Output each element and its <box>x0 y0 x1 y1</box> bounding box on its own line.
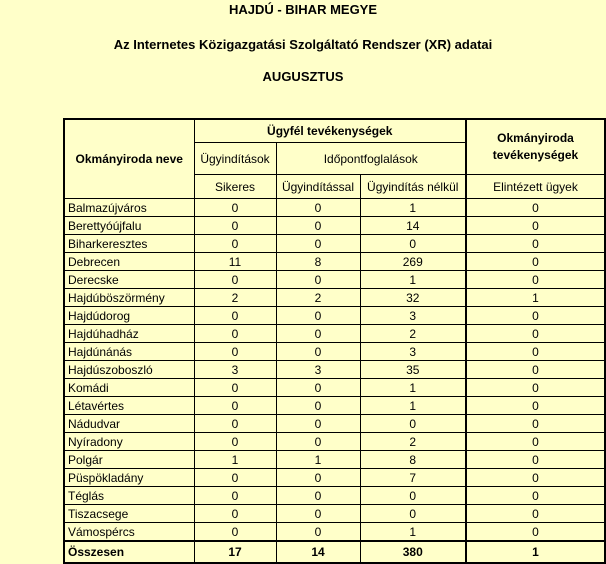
table-row <box>64 325 605 343</box>
without-case-start-cell: 1 <box>360 199 466 217</box>
office-name-cell: Nyíradony <box>64 433 194 451</box>
successful-cell: 0 <box>194 505 276 523</box>
with-case-start-cell: 0 <box>276 415 360 433</box>
column-header-with-case-start: Ügyindítással <box>276 175 360 199</box>
without-case-start-cell: 1 <box>360 523 466 542</box>
with-case-start-cell: 0 <box>276 235 360 253</box>
without-case-start-cell: 0 <box>360 415 466 433</box>
table-row <box>64 379 605 397</box>
without-case-start-cell: 0 <box>360 505 466 523</box>
successful-cell: 3 <box>194 361 276 379</box>
column-header-without-case-start: Ügyindítás nélkül <box>360 175 466 199</box>
successful-cell: 0 <box>194 487 276 505</box>
subheader-appointments: Időpontfoglalások <box>276 143 466 175</box>
office-name-cell: Berettyóújfalu <box>64 217 194 235</box>
without-case-start-cell: 3 <box>360 307 466 325</box>
successful-cell: 0 <box>194 523 276 542</box>
table-row <box>64 289 605 307</box>
without-case-start-cell: 1 <box>360 397 466 415</box>
handled-cases-cell: 0 <box>466 487 605 505</box>
with-case-start-cell: 0 <box>276 343 360 361</box>
office-name-cell: Hajdúszoboszló <box>64 361 194 379</box>
with-case-start-cell: 0 <box>276 523 360 542</box>
successful-cell: 0 <box>194 469 276 487</box>
successful-cell: 0 <box>194 217 276 235</box>
with-case-start-cell: 0 <box>276 325 360 343</box>
handled-cases-cell: 0 <box>466 253 605 271</box>
office-name-cell: Komádi <box>64 379 194 397</box>
handled-cases-cell: 0 <box>466 217 605 235</box>
without-case-start-cell: 32 <box>360 289 466 307</box>
office-name-cell: Debrecen <box>64 253 194 271</box>
without-case-start-cell: 269 <box>360 253 466 271</box>
handled-cases-cell: 0 <box>466 235 605 253</box>
successful-cell: 11 <box>194 253 276 271</box>
handled-cases-cell: 0 <box>466 271 605 289</box>
report-title: HAJDÚ - BIHAR MEGYE <box>228 2 378 17</box>
with-case-start-cell: 0 <box>276 199 360 217</box>
successful-cell: 0 <box>194 271 276 289</box>
with-case-start-cell: 0 <box>276 433 360 451</box>
table-row <box>64 217 605 235</box>
office-name-cell: Hajdúböszörmény <box>64 289 194 307</box>
successful-cell: 0 <box>194 397 276 415</box>
table-row <box>64 235 605 253</box>
successful-cell: 0 <box>194 307 276 325</box>
office-name-cell: Balmazújváros <box>64 199 194 217</box>
office-name-cell: Biharkeresztes <box>64 235 194 253</box>
handled-cases-cell: 0 <box>466 451 605 469</box>
handled-cases-cell: 0 <box>466 361 605 379</box>
without-case-start-cell: 1 <box>360 271 466 289</box>
successful-cell: 17 <box>194 541 276 563</box>
table-row <box>64 415 605 433</box>
subheader-case-starts: Ügyindítások <box>200 151 270 166</box>
with-case-start-cell: 8 <box>276 253 360 271</box>
office-name-cell: Hajdúnánás <box>64 343 194 361</box>
handled-cases-cell: 1 <box>466 289 605 307</box>
handled-cases-cell: 1 <box>466 541 605 563</box>
office-name-cell: Tiszacsege <box>64 505 194 523</box>
table-row <box>64 469 605 487</box>
office-name-cell: Vámospércs <box>64 523 194 542</box>
with-case-start-cell: 2 <box>276 289 360 307</box>
without-case-start-cell: 0 <box>360 487 466 505</box>
with-case-start-cell: 0 <box>276 217 360 235</box>
office-name-cell: Nádudvar <box>64 415 194 433</box>
without-case-start-cell: 2 <box>360 325 466 343</box>
column-header-successful: Sikeres <box>194 175 276 199</box>
with-case-start-cell: 14 <box>276 541 360 563</box>
table-row <box>64 343 605 361</box>
table-row <box>64 307 605 325</box>
table-row <box>64 199 605 217</box>
without-case-start-cell: 3 <box>360 343 466 361</box>
group-header-client-activities: Ügyfél tevékenységek <box>194 119 466 143</box>
office-name-cell: Püspökladány <box>64 469 194 487</box>
successful-cell: 0 <box>194 199 276 217</box>
group-header-office-activities: Okmányiroda tevékenységek <box>466 119 605 175</box>
table-row <box>64 271 605 289</box>
column-header-office-name: Okmányiroda neve <box>64 119 194 199</box>
with-case-start-cell: 0 <box>276 487 360 505</box>
with-case-start-cell: 0 <box>276 307 360 325</box>
without-case-start-cell: 2 <box>360 433 466 451</box>
successful-cell: 1 <box>194 451 276 469</box>
table-row <box>64 433 605 451</box>
successful-cell: 2 <box>194 289 276 307</box>
office-name-cell: Polgár <box>64 451 194 469</box>
without-case-start-cell: 8 <box>360 451 466 469</box>
without-case-start-cell: 35 <box>360 361 466 379</box>
handled-cases-cell: 0 <box>466 343 605 361</box>
handled-cases-cell: 0 <box>466 433 605 451</box>
without-case-start-cell: 1 <box>360 379 466 397</box>
with-case-start-cell: 0 <box>276 505 360 523</box>
with-case-start-cell: 0 <box>276 469 360 487</box>
handled-cases-cell: 0 <box>466 307 605 325</box>
office-name-cell: Hajdúhadház <box>64 325 194 343</box>
handled-cases-cell: 0 <box>466 325 605 343</box>
office-name-cell: Összesen <box>64 541 194 563</box>
office-name-cell: Derecske <box>64 271 194 289</box>
handled-cases-cell: 0 <box>466 199 605 217</box>
successful-cell: 0 <box>194 433 276 451</box>
report-month: AUGUSZTUS <box>262 69 344 84</box>
office-name-cell: Téglás <box>64 487 194 505</box>
table-row <box>64 487 605 505</box>
with-case-start-cell: 0 <box>276 397 360 415</box>
without-case-start-cell: 0 <box>360 235 466 253</box>
successful-cell: 0 <box>194 415 276 433</box>
column-header-handled-cases: Elintézett ügyek <box>466 175 605 199</box>
successful-cell: 0 <box>194 235 276 253</box>
with-case-start-cell: 1 <box>276 451 360 469</box>
table-row <box>64 397 605 415</box>
with-case-start-cell: 3 <box>276 361 360 379</box>
without-case-start-cell: 7 <box>360 469 466 487</box>
report-subtitle: Az Internetes Közigazgatási Szolgáltató Rendszer (XR) adatai <box>113 37 493 52</box>
table-row <box>64 361 605 379</box>
statistics-table <box>63 118 606 564</box>
with-case-start-cell: 0 <box>276 271 360 289</box>
with-case-start-cell: 0 <box>276 379 360 397</box>
office-name-cell: Létavértes <box>64 397 194 415</box>
handled-cases-cell: 0 <box>466 469 605 487</box>
office-name-cell: Hajdúdorog <box>64 307 194 325</box>
total-row <box>64 541 605 563</box>
handled-cases-cell: 0 <box>466 505 605 523</box>
handled-cases-cell: 0 <box>466 523 605 542</box>
without-case-start-cell: 14 <box>360 217 466 235</box>
table-row <box>64 505 605 523</box>
table-row <box>64 451 605 469</box>
table-row <box>64 253 605 271</box>
table-row <box>64 523 605 542</box>
successful-cell: 0 <box>194 379 276 397</box>
without-case-start-cell: 380 <box>360 541 466 563</box>
successful-cell: 0 <box>194 325 276 343</box>
successful-cell: 0 <box>194 343 276 361</box>
handled-cases-cell: 0 <box>466 379 605 397</box>
handled-cases-cell: 0 <box>466 415 605 433</box>
handled-cases-cell: 0 <box>466 397 605 415</box>
